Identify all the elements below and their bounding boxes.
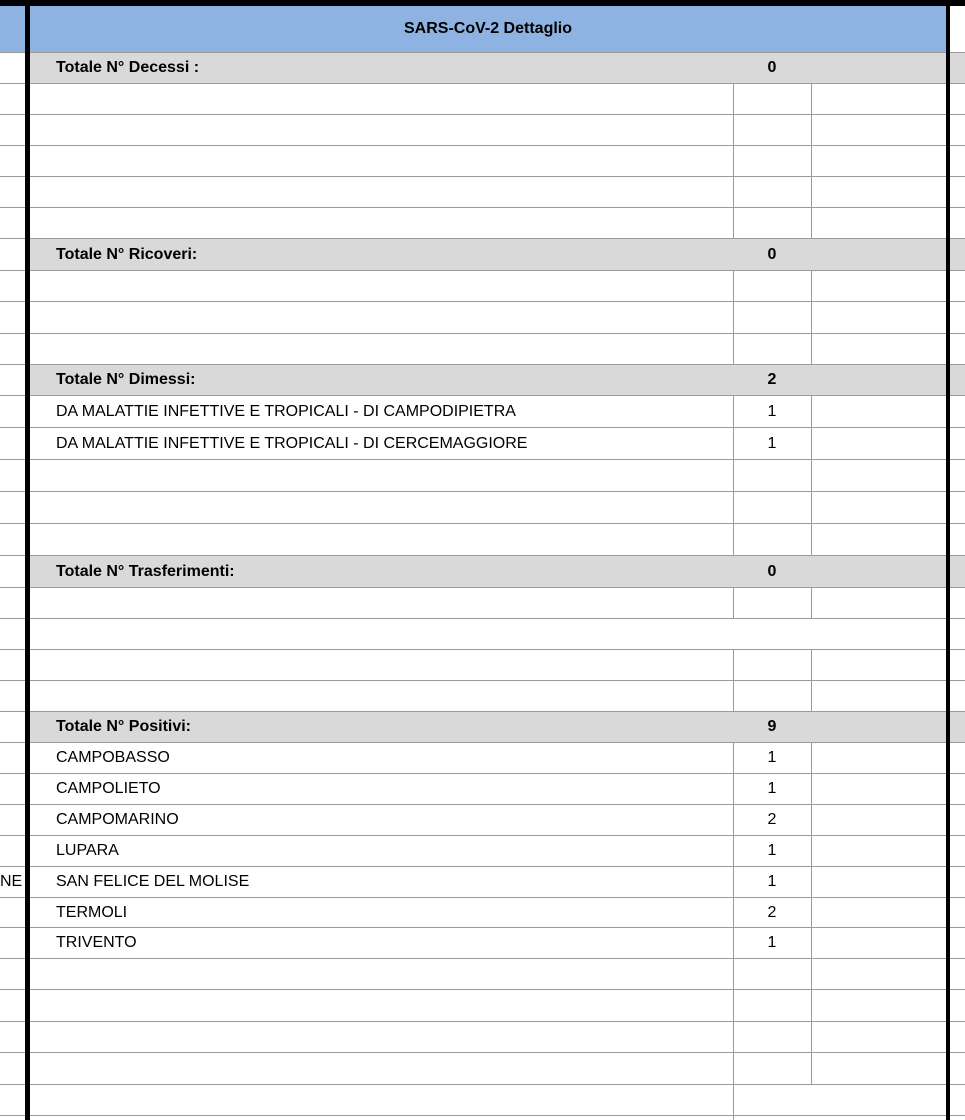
- row-label: CAMPOBASSO: [56, 749, 170, 766]
- empty-row: [0, 334, 965, 365]
- row-value: 1: [767, 873, 777, 890]
- table-row: [0, 928, 965, 959]
- empty-row: [0, 177, 965, 208]
- row-label: CAMPOMARINO: [56, 811, 179, 828]
- section-decessi: [0, 53, 965, 84]
- table-row: [0, 428, 965, 460]
- header-row: [0, 6, 965, 53]
- table-row: [0, 898, 965, 928]
- row-value: 1: [767, 434, 777, 452]
- row-value: 1: [767, 402, 777, 420]
- row-label: CAMPOLIETO: [56, 780, 161, 797]
- positivi-value: 9: [767, 718, 777, 735]
- row-value: 2: [767, 903, 777, 921]
- empty-row: [0, 1053, 965, 1085]
- section-dimessi: [0, 365, 965, 396]
- row-label: TRIVENTO: [56, 934, 137, 951]
- row-label: LUPARA: [56, 842, 119, 859]
- empty-row: [0, 460, 965, 492]
- row-label: DA MALATTIE INFETTIVE E TROPICALI - DI CERCEMAGGIORE: [56, 434, 528, 452]
- positivi-label: Totale N° Positivi:: [56, 718, 192, 735]
- table-row: [0, 805, 965, 836]
- empty-row: [0, 146, 965, 177]
- table-row: [0, 743, 965, 774]
- decessi-value: 0: [767, 59, 777, 76]
- table-row: [0, 774, 965, 805]
- section-trasferimenti: [0, 556, 965, 588]
- row-value: 1: [767, 749, 777, 766]
- empty-row: [0, 650, 965, 681]
- trasferimenti-label: Totale N° Trasferimenti:: [56, 562, 235, 580]
- empty-row: [0, 959, 965, 990]
- empty-row: [0, 1085, 965, 1116]
- top-border: [0, 0, 965, 6]
- empty-row: [0, 588, 965, 619]
- table-title: SARS-CoV-2 Dettaglio: [403, 20, 572, 37]
- table-row: [0, 867, 965, 898]
- right-thick-border: [946, 6, 950, 1120]
- section-ricoveri: [0, 239, 965, 271]
- row-value: 2: [767, 811, 777, 828]
- empty-row: [0, 115, 965, 146]
- empty-row: [0, 302, 965, 334]
- row-value: 1: [767, 842, 777, 859]
- empty-row: [0, 492, 965, 524]
- empty-row: [0, 208, 965, 239]
- empty-row: [0, 524, 965, 556]
- ricoveri-value: 0: [767, 245, 777, 263]
- ricoveri-label: Totale N° Ricoveri:: [56, 245, 198, 263]
- table-row: [0, 396, 965, 428]
- empty-row: [0, 271, 965, 302]
- empty-row: [0, 990, 965, 1022]
- empty-row: [0, 84, 965, 115]
- empty-row: [0, 1022, 965, 1053]
- table-row: [0, 836, 965, 867]
- row-label: SAN FELICE DEL MOLISE: [56, 873, 250, 890]
- left-thick-border: [25, 6, 30, 1120]
- dimessi-label: Totale N° Dimessi:: [56, 371, 196, 388]
- row-label: DA MALATTIE INFETTIVE E TROPICALI - DI CAMPODIPIETRA: [56, 402, 516, 420]
- row-value: 1: [767, 934, 777, 951]
- decessi-label: Totale N° Decessi :: [56, 59, 200, 76]
- trasferimenti-value: 0: [767, 562, 777, 580]
- section-positivi: [0, 712, 965, 743]
- left-column-fragment: NE: [0, 873, 23, 890]
- row-label: TERMOLI: [56, 903, 128, 921]
- empty-row: [0, 681, 965, 712]
- row-value: 1: [767, 780, 777, 797]
- dimessi-value: 2: [767, 371, 777, 388]
- empty-row: [0, 619, 965, 650]
